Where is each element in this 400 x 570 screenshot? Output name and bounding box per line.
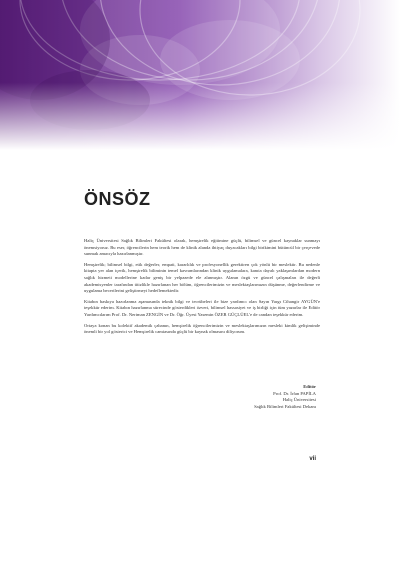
- signature-role: Editör: [303, 384, 316, 389]
- decorative-banner: [0, 0, 400, 150]
- page-number: vii: [309, 456, 316, 462]
- signature-name: Prof. Dr. İrfan PAPİLA: [273, 390, 316, 396]
- signature-title: Sağlık Bilimleri Fakültesi Dekanı: [254, 403, 316, 409]
- preface-body: [84, 238, 320, 340]
- page-heading: ÖNSÖZ: [84, 189, 151, 209]
- paragraph: Haliç Üniversitesi Sağlık Bilimleri Fakültesi olarak, hemşirelik eğitimine güçlü, bilimsel ve güncel kaynaklar sunmayı önemsiyoruz. Bu eser, öğrencilerin hem teorik hem de klinik alanda ihtiyaç duyacakları bilgi birikimini bütüncül bir çerçevede sunmak amacıyla hazırlanmıştır.: [84, 238, 320, 257]
- paragraph: Kitabın baskıya hazırlanma aşamasında teknik bilgi ve tecrübeleri ile bize yardımcı olan Sayın Yargı Cihangir AYGÜN'e teşekkür ederim. Kitabın hazırlanma sürecinde gösterdikleri özveri, bilimsel hassasiyet ve iş birliği için tüm yazarlar ile Editör Yardımcılarım Prof. Dr. Neriman ZENGİN ve Dr. Öğr. Üyesi Yasemin ÖZER GÜÇLÜEL'e de candan teşekkür ederim.: [84, 298, 320, 317]
- banner-graphic: [0, 0, 400, 150]
- signature-block: [254, 384, 316, 410]
- signature-institution: Haliç Üniversitesi: [282, 397, 316, 403]
- paragraph: Ortaya konan bu kolektif akademik çabanın, hemşirelik öğrencilerimizin ve meslektaşlarımızın mesleki kimlik gelişiminde önemli bir yol gösterici ve Hemşirelik camiasında güçlü bir kaynak olmasını diliyorum.: [84, 322, 320, 335]
- paragraph: Hemşirelik; bilimsel bilgi, etik değerler, empati, kararlılık ve profesyonellik gerektiren çok yönlü bir meslektir. Bu nedenle kitapta yer alan içerik, hemşirelik biliminin temel kavramlarından klinik uygulamalara, kanıta dayalı yaklaşımlardan modern sağlık hizmeti modellerine kadar geniş bir yelpazede ele alınmıştır. Alanın özgü ve güncel çalışmaları ile değerli akademisyenler tarafından titizlikle hazırlanan her bölüm, öğrencilerimizin ve meslektaşlarımızın düşünme, değerlendirme ve uygulama becerilerini geliştirmeyi hedeflemektedir.: [84, 261, 320, 294]
